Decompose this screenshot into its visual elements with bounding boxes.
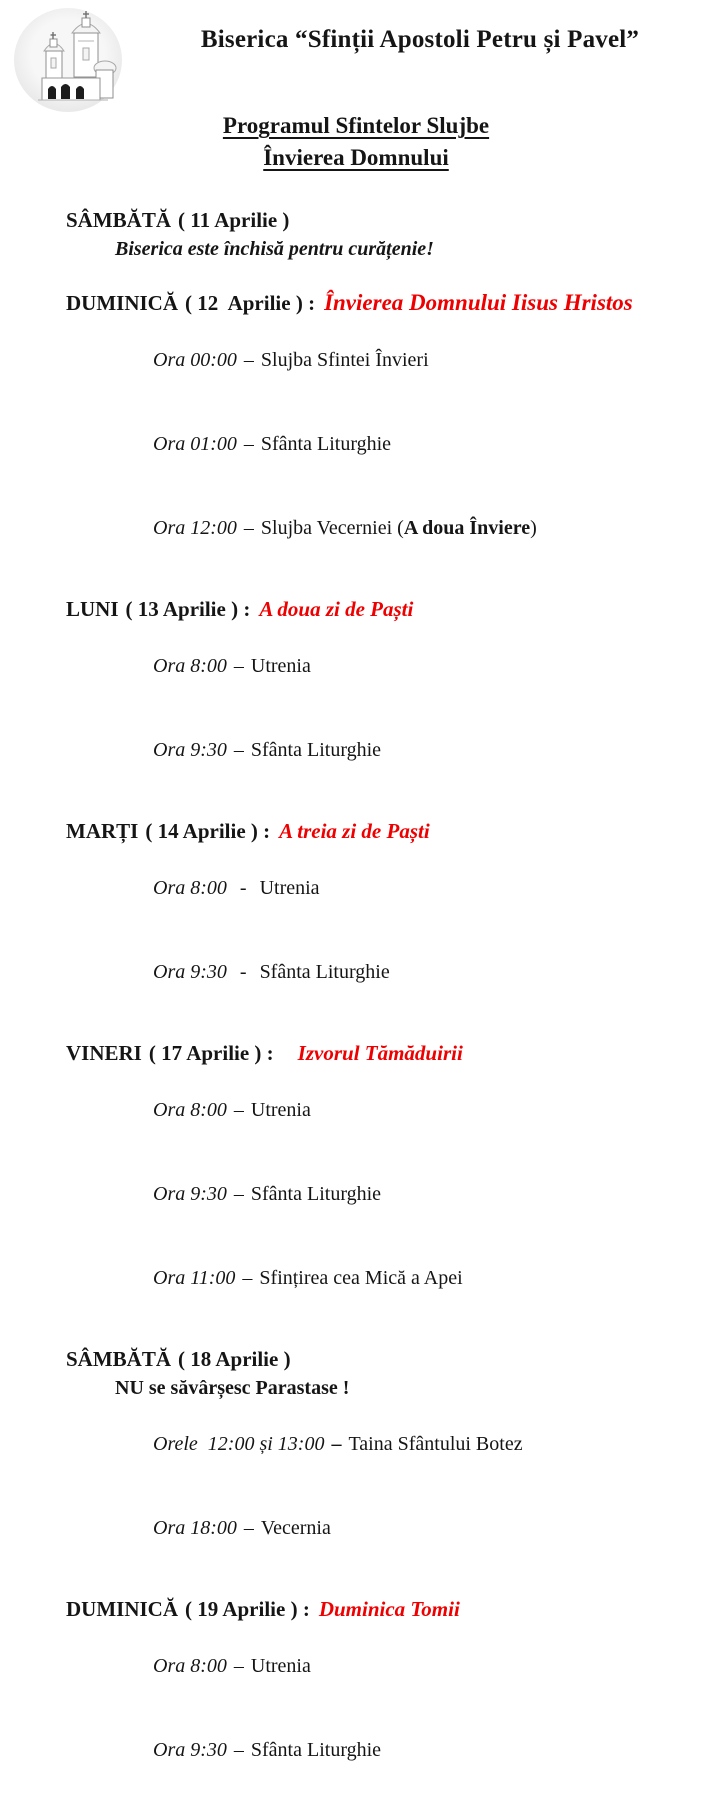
dash-separator: –	[331, 1433, 342, 1455]
service-entry	[113, 846, 698, 930]
day-name: SÂMBĂTĂ	[66, 208, 172, 232]
service-name: Slujba Vecerniei (	[260, 517, 404, 539]
service-name: Sfânta Liturghie	[259, 961, 390, 983]
schedule-section-sambata-18	[66, 1345, 698, 1570]
service-entry	[113, 1486, 698, 1570]
service-entry	[113, 1236, 698, 1320]
service-entry	[113, 402, 698, 486]
schedule-title: Programul Sfintelor Slujbe	[222, 113, 490, 138]
service-time: Ora 12:00	[153, 517, 237, 539]
service-time: Ora 9:30	[153, 739, 227, 761]
dash-separator: –	[242, 1267, 253, 1289]
service-time: Ora 9:30	[153, 961, 227, 983]
service-entry	[113, 708, 698, 792]
day-date: ( 19 Aprilie ) :	[185, 1597, 310, 1621]
page-title: Biserica “Sfinții Apostoli Petru și Pavel”	[200, 26, 640, 53]
service-name: Slujba Sfintei Învieri	[260, 349, 429, 371]
day-name: DUMINICĂ	[66, 291, 178, 315]
schedule-section-duminica-12	[66, 288, 698, 570]
day-name: MARȚI	[66, 819, 139, 843]
dash-separator: -	[239, 961, 247, 983]
service-name: Sfânta Liturghie	[250, 1183, 382, 1205]
dash-separator: –	[233, 1099, 244, 1121]
day-date: ( 14 Aprilie ) :	[145, 819, 271, 843]
service-name: Taina Sfântului Botez	[348, 1433, 523, 1455]
service-name: Sfânta Liturghie	[250, 1739, 382, 1761]
dash-separator: –	[243, 517, 254, 539]
service-time: Ora 8:00	[153, 877, 227, 899]
service-time: Ora 8:00	[153, 1655, 227, 1677]
service-name: Sfânta Liturghie	[260, 433, 392, 455]
service-time: Ora 11:00	[153, 1267, 236, 1289]
dash-separator: –	[243, 349, 254, 371]
day-name: SÂMBĂTĂ	[66, 1347, 172, 1371]
dash-separator: –	[233, 1739, 244, 1761]
service-time: Orele 12:00 și 13:00	[153, 1433, 325, 1455]
day-date: ( 11 Aprilie )	[178, 208, 290, 232]
service-name: Sfințirea cea Mică a Apei	[259, 1267, 463, 1289]
service-name: Utrenia	[259, 877, 320, 899]
schedule-section-luni-13	[66, 595, 698, 792]
service-name: Utrenia	[250, 1099, 311, 1121]
dash-separator: –	[233, 655, 244, 677]
dash-separator: –	[243, 1517, 254, 1539]
dash-separator: –	[233, 1655, 244, 1677]
dash-separator: –	[233, 739, 244, 761]
service-entry	[113, 318, 698, 402]
feast-name: Învierea Domnului Iisus Hristos	[324, 290, 633, 315]
schedule-section-sambata-11	[66, 206, 698, 263]
schedule-section-vineri-17	[66, 1039, 698, 1320]
day-name: VINERI	[66, 1041, 142, 1065]
service-time: Ora 9:30	[153, 1183, 227, 1205]
feast-name: A doua zi de Paști	[259, 597, 414, 621]
service-entry	[113, 486, 698, 570]
schedule-content	[66, 206, 698, 1817]
service-entry	[113, 1152, 698, 1236]
day-date: ( 17 Aprilie ) :	[148, 1041, 274, 1065]
service-time: Ora 01:00	[153, 433, 237, 455]
day-date: ( 12 Aprilie ) :	[185, 291, 316, 315]
service-entry	[113, 930, 698, 1014]
day-name: LUNI	[66, 597, 119, 621]
feast-name: A treia zi de Paști	[279, 819, 430, 843]
church-logo-image	[12, 6, 124, 114]
dash-separator: –	[243, 433, 254, 455]
day-note: NU se săvârșesc Parastase !	[115, 1377, 350, 1399]
service-entry	[113, 624, 698, 708]
service-entry	[113, 1708, 698, 1792]
service-time: Ora 9:30	[153, 1739, 227, 1761]
schedule-title-block	[0, 110, 712, 174]
service-name: Sfânta Liturghie	[250, 739, 382, 761]
day-date: ( 13 Aprilie ) :	[125, 597, 251, 621]
day-note: Biserica este închisă pentru curățenie!	[115, 238, 434, 260]
schedule-subtitle: Învierea Domnului	[263, 145, 449, 170]
service-time: Ora 18:00	[153, 1517, 237, 1539]
service-entry	[113, 1402, 698, 1486]
service-time: Ora 8:00	[153, 655, 227, 677]
day-date: ( 18 Aprilie )	[178, 1347, 291, 1371]
service-name: Vecernia	[260, 1517, 331, 1539]
service-name-bold: A doua Înviere	[403, 517, 531, 539]
dash-separator: –	[233, 1183, 244, 1205]
service-entry	[113, 1068, 698, 1152]
feast-name: Izvorul Tămăduirii	[297, 1041, 463, 1065]
service-entry	[113, 1624, 698, 1708]
schedule-section-marti-14	[66, 817, 698, 1014]
service-name-suffix: )	[530, 517, 537, 539]
feast-name: Duminica Tomii	[318, 1597, 460, 1621]
service-time: Ora 8:00	[153, 1099, 227, 1121]
dash-separator: -	[239, 877, 247, 899]
service-name: Utrenia	[250, 1655, 311, 1677]
schedule-section-duminica-19	[66, 1595, 698, 1792]
service-time: Ora 00:00	[153, 349, 237, 371]
day-name: DUMINICĂ	[66, 1597, 178, 1621]
service-name: Utrenia	[250, 655, 311, 677]
